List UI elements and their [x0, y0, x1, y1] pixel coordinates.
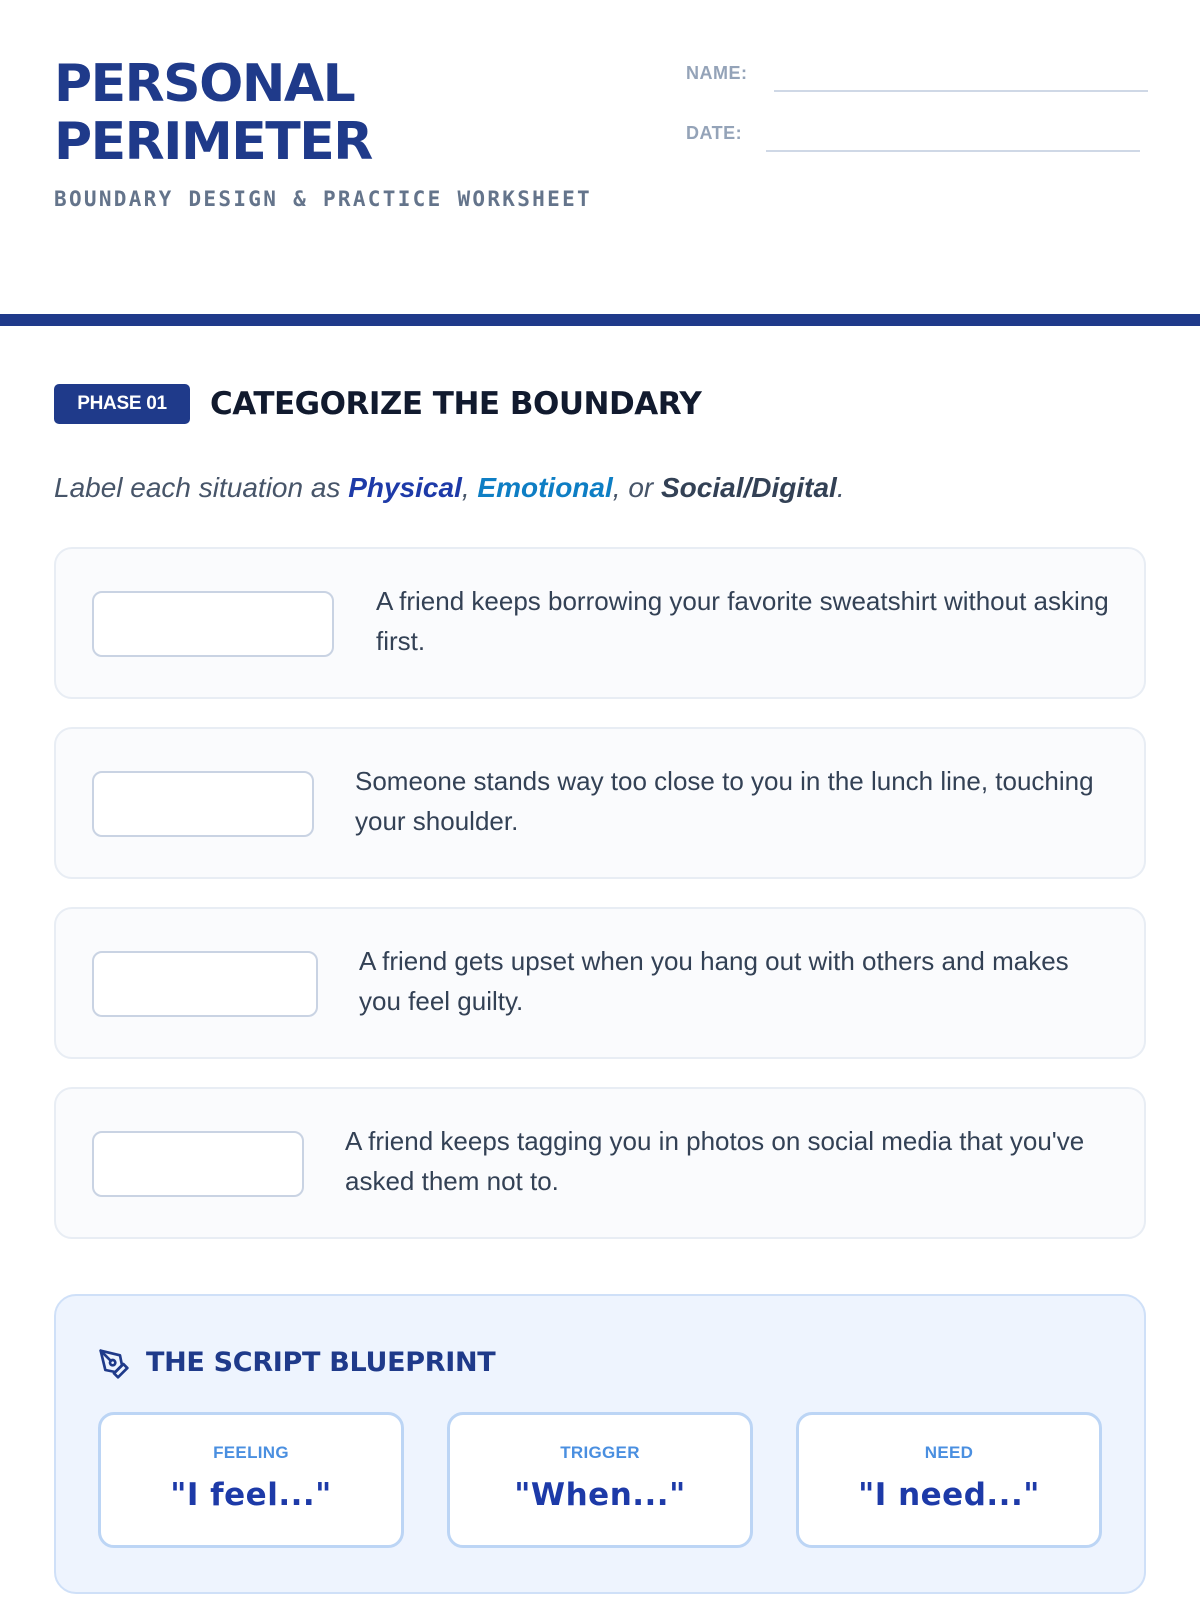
instruction-separator: ,	[461, 472, 478, 503]
header-divider	[0, 314, 1200, 326]
category-answer-box[interactable]	[92, 591, 334, 657]
name-field[interactable]	[774, 90, 1148, 92]
category-answer-box[interactable]	[92, 1131, 304, 1197]
script-blueprint-title: THE SCRIPT BLUEPRINT	[146, 1347, 496, 1378]
pen-nib-icon	[98, 1348, 130, 1380]
worksheet-header	[0, 0, 1200, 314]
date-field[interactable]	[766, 150, 1140, 152]
situation-card	[54, 727, 1146, 879]
script-part-phrase: "I feel..."	[170, 1477, 332, 1513]
script-part-label: TRIGGER	[560, 1443, 640, 1462]
script-part-phrase: "When..."	[514, 1477, 686, 1513]
phase-badge: PHASE 01	[54, 384, 190, 424]
script-blueprint-panel	[54, 1294, 1146, 1594]
page-title-line-2: PERIMETER	[54, 112, 372, 172]
page-subtitle: BOUNDARY DESIGN & PRACTICE WORKSHEET	[54, 187, 592, 211]
script-part-need	[796, 1412, 1102, 1548]
script-part-label: FEELING	[213, 1443, 289, 1462]
script-part-trigger	[447, 1412, 753, 1548]
situation-card	[54, 1087, 1146, 1239]
script-part-phrase: "I need..."	[858, 1477, 1040, 1513]
situation-text: A friend keeps tagging you in photos on social media that you've asked them not to.	[345, 1126, 1085, 1196]
script-part-feeling	[98, 1412, 404, 1548]
category-emotional: Emotional	[477, 472, 613, 503]
category-answer-box[interactable]	[92, 771, 314, 837]
category-answer-box[interactable]	[92, 951, 318, 1017]
situation-text: Someone stands way too close to you in the lunch line, touching your shoulder.	[355, 766, 1094, 836]
phase-instruction	[54, 470, 845, 506]
situation-card	[54, 907, 1146, 1059]
instruction-prefix: Label each situation as	[54, 472, 349, 503]
date-label: DATE:	[686, 123, 743, 143]
situation-text: A friend keeps borrowing your favorite sweatshirt without asking first.	[376, 586, 1109, 656]
category-physical: Physical	[348, 472, 462, 503]
instruction-separator: , or	[612, 472, 661, 503]
script-part-label: NEED	[924, 1443, 974, 1462]
instruction-suffix: .	[836, 472, 845, 503]
situation-text: A friend gets upset when you hang out with others and makes you feel guilty.	[359, 946, 1069, 1016]
page-title-line-1: PERSONAL	[54, 54, 355, 114]
situation-card	[54, 547, 1146, 699]
category-social-digital: Social/Digital	[661, 472, 837, 503]
phase-title: CATEGORIZE THE BOUNDARY	[210, 386, 702, 422]
name-label: NAME:	[686, 63, 748, 83]
